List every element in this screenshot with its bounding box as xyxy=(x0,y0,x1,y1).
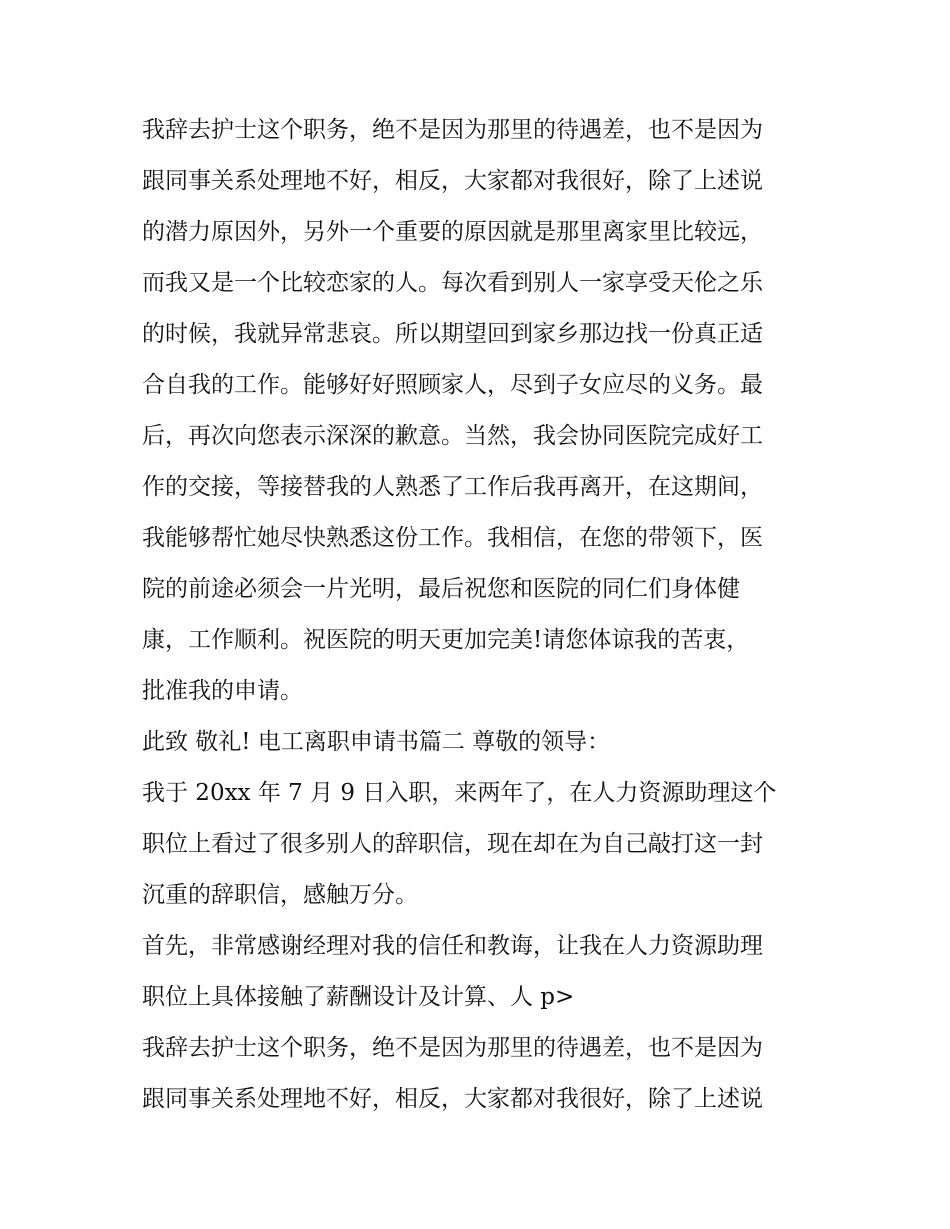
text-line: 首先，非常感谢经理对我的信任和教诲，让我在人力资源助理 xyxy=(142,933,763,959)
text-line: 我能够帮忙她尽快熟悉这份工作。我相信，在您的带领下，医 xyxy=(142,525,763,551)
text-line: 跟同事关系处理地不好，相反，大家都对我很好，除了上述说 xyxy=(142,1086,763,1112)
text-line: 我辞去护士这个职务，绝不是因为那里的待遇差，也不是因为 xyxy=(142,1035,763,1061)
text-line: 后，再次向您表示深深的歉意。当然，我会协同医院完成好工 xyxy=(142,423,763,449)
text-line: 职位上具体接触了薪酬设计及计算、人 p> xyxy=(142,984,575,1010)
text-line: 的潜力原因外，另外一个重要的原因就是那里离家里比较远， xyxy=(142,219,763,245)
text-line: 的时候，我就异常悲哀。所以期望回到家乡那边找一份真正适 xyxy=(142,321,763,347)
text-line: 作的交接，等接替我的人熟悉了工作后我再离开，在这期间， xyxy=(142,474,763,500)
text-line: 而我又是一个比较恋家的人。每次看到别人一家享受天伦之乐 xyxy=(142,270,763,296)
text-line: 沉重的辞职信，感触万分。 xyxy=(142,882,418,908)
text-line: 合自我的工作。能够好好照顾家人，尽到子女应尽的义务。最 xyxy=(142,372,763,398)
text-line: 职位上看过了很多别人的辞职信，现在却在为自己敲打这一封 xyxy=(142,831,763,857)
body-text xyxy=(142,112,822,1132)
text-line: 批准我的申请。 xyxy=(142,678,303,704)
text-line: 我于 20xx 年 7 月 9 日入职，来两年了，在人力资源助理这个 xyxy=(142,780,777,806)
text-line: 此致 敬礼! 电工离职申请书篇二 尊敬的领导： xyxy=(142,729,611,755)
text-line: 跟同事关系处理地不好，相反，大家都对我很好，除了上述说 xyxy=(142,168,763,194)
text-line: 院的前途必须会一片光明，最后祝您和医院的同仁们身体健 xyxy=(142,576,740,602)
text-line: 我辞去护士这个职务，绝不是因为那里的待遇差，也不是因为 xyxy=(142,117,763,143)
text-line: 康，工作顺利。祝医院的明天更加完美!请您体谅我的苦衷， xyxy=(142,627,750,653)
